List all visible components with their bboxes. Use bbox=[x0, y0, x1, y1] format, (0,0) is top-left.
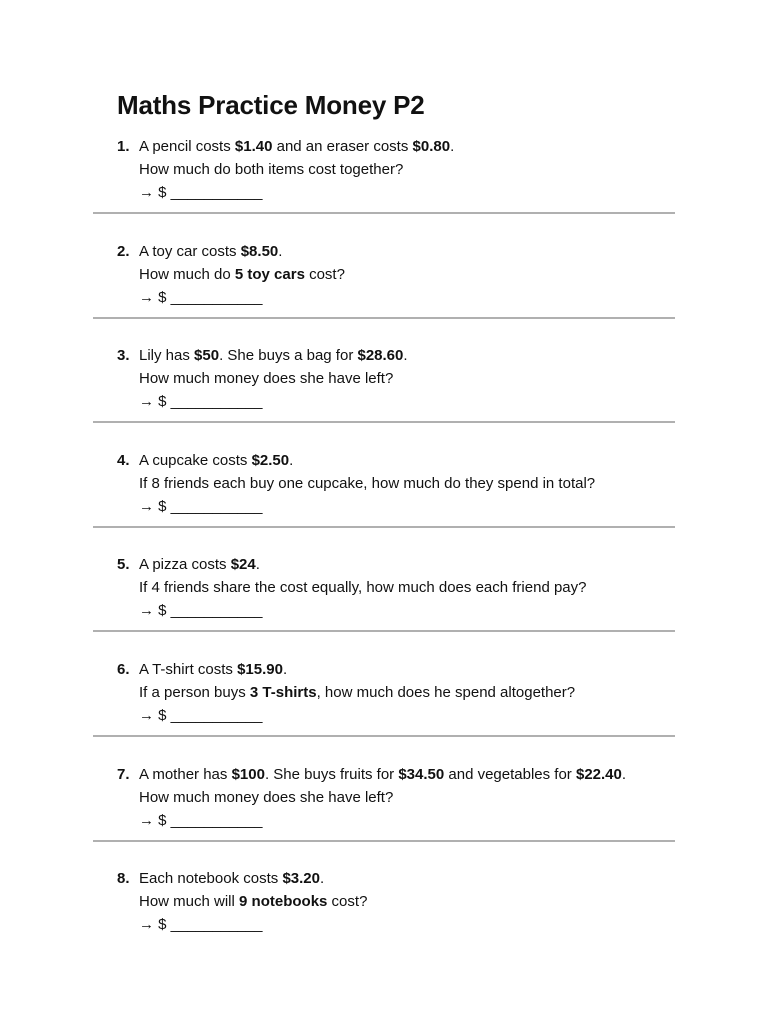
emphasized-value: 3 T-shirts bbox=[249, 684, 317, 701]
question-text: . She buys fruits for bbox=[264, 766, 399, 783]
page-title: Maths Practice Money P2 bbox=[117, 90, 425, 120]
question-number: 6. bbox=[117, 661, 130, 678]
emphasized-value: $34.50 bbox=[398, 766, 445, 783]
question-divider bbox=[93, 421, 675, 423]
question-item bbox=[0, 449, 768, 553]
question-line-2 bbox=[139, 786, 393, 809]
emphasized-value: $22.40 bbox=[575, 766, 622, 783]
answer-blank: → $ ___________ bbox=[139, 707, 263, 724]
question-line-1 bbox=[139, 867, 324, 890]
question-text: . bbox=[450, 138, 455, 155]
question-number: 2. bbox=[117, 243, 130, 260]
answer-blank: → $ ___________ bbox=[139, 916, 263, 933]
emphasized-value: $15.90 bbox=[237, 661, 283, 678]
question-text: A mother has bbox=[139, 766, 232, 783]
emphasized-value: $0.80 bbox=[412, 138, 451, 155]
question-line-1 bbox=[139, 135, 454, 158]
question-line-2 bbox=[139, 472, 595, 495]
question-text: How much do both items cost together? bbox=[139, 161, 404, 178]
question-text: If 4 friends share the cost equally, how much does each friend pay? bbox=[139, 579, 587, 596]
question-line-2 bbox=[139, 158, 403, 181]
question-text: and vegetables for bbox=[444, 766, 576, 783]
emphasized-value: $2.50 bbox=[251, 452, 290, 469]
emphasized-value: 9 notebooks bbox=[239, 893, 328, 910]
question-item bbox=[0, 658, 768, 762]
question-number: 3. bbox=[117, 347, 130, 364]
question-divider bbox=[93, 840, 675, 842]
question-line-2 bbox=[139, 367, 393, 390]
question-line-2 bbox=[139, 681, 575, 704]
question-line-2 bbox=[139, 890, 367, 913]
question-number: 5. bbox=[117, 556, 130, 573]
question-number: 1. bbox=[117, 138, 130, 155]
question-number: 4. bbox=[117, 452, 130, 469]
question-line-1 bbox=[139, 240, 282, 263]
question-line-1 bbox=[139, 658, 287, 681]
question-text: , how much does he spend altogether? bbox=[316, 684, 576, 701]
question-text: . bbox=[319, 870, 325, 887]
question-text: and an eraser costs bbox=[272, 138, 413, 155]
question-text: A pencil costs bbox=[139, 138, 235, 155]
answer-blank: → $ ___________ bbox=[139, 812, 263, 829]
question-line-2 bbox=[139, 263, 345, 286]
question-divider bbox=[93, 630, 675, 632]
question-text: . bbox=[621, 766, 627, 783]
question-text: Lily has bbox=[139, 347, 195, 364]
emphasized-value: $3.20 bbox=[282, 870, 320, 887]
question-line-2 bbox=[139, 576, 586, 599]
emphasized-value: $24 bbox=[230, 556, 256, 573]
question-text: . bbox=[403, 347, 408, 364]
question-text: . bbox=[255, 556, 260, 573]
question-divider bbox=[93, 735, 675, 737]
question-text: . She buys a bag for bbox=[219, 347, 358, 364]
question-text: A pizza costs bbox=[139, 556, 231, 573]
question-text: If a person buys bbox=[139, 684, 250, 701]
question-line-1 bbox=[139, 763, 626, 786]
answer-blank: → $ ___________ bbox=[139, 184, 263, 201]
answer-blank: → $ ___________ bbox=[139, 498, 263, 515]
question-text: cost? bbox=[304, 266, 345, 283]
question-text: . bbox=[282, 661, 288, 678]
question-divider bbox=[93, 317, 675, 319]
question-line-1 bbox=[139, 553, 260, 576]
question-text: How much will bbox=[139, 893, 240, 910]
question-text: If 8 friends each buy one cupcake, how much do they spend in total? bbox=[139, 475, 596, 492]
question-line-1 bbox=[139, 344, 408, 367]
emphasized-value: 5 toy cars bbox=[234, 266, 305, 283]
answer-blank: → $ ___________ bbox=[139, 602, 263, 619]
question-text: How much money does she have left? bbox=[139, 789, 394, 806]
emphasized-value: $28.60 bbox=[357, 347, 404, 364]
question-item bbox=[0, 867, 768, 971]
emphasized-value: $50 bbox=[194, 347, 220, 364]
question-text: cost? bbox=[327, 893, 368, 910]
question-number: 7. bbox=[117, 766, 130, 783]
question-text: A toy car costs bbox=[139, 243, 241, 260]
question-item bbox=[0, 344, 768, 448]
question-text: . bbox=[278, 243, 283, 260]
question-item bbox=[0, 553, 768, 657]
question-text: How much money does she have left? bbox=[139, 370, 394, 387]
question-divider bbox=[93, 526, 675, 528]
question-text: A T-shirt costs bbox=[139, 661, 238, 678]
question-item bbox=[0, 763, 768, 867]
emphasized-value: $1.40 bbox=[234, 138, 273, 155]
emphasized-value: $8.50 bbox=[240, 243, 279, 260]
answer-blank: → $ ___________ bbox=[139, 289, 263, 306]
question-text: How much do bbox=[139, 266, 235, 283]
question-text: Each notebook costs bbox=[139, 870, 283, 887]
question-number: 8. bbox=[117, 870, 130, 887]
question-divider bbox=[93, 212, 675, 214]
answer-blank: → $ ___________ bbox=[139, 393, 263, 410]
emphasized-value: $100 bbox=[231, 766, 265, 783]
question-item bbox=[0, 240, 768, 344]
question-line-1 bbox=[139, 449, 293, 472]
question-text: . bbox=[289, 452, 294, 469]
question-item bbox=[0, 135, 768, 239]
question-text: A cupcake costs bbox=[139, 452, 252, 469]
